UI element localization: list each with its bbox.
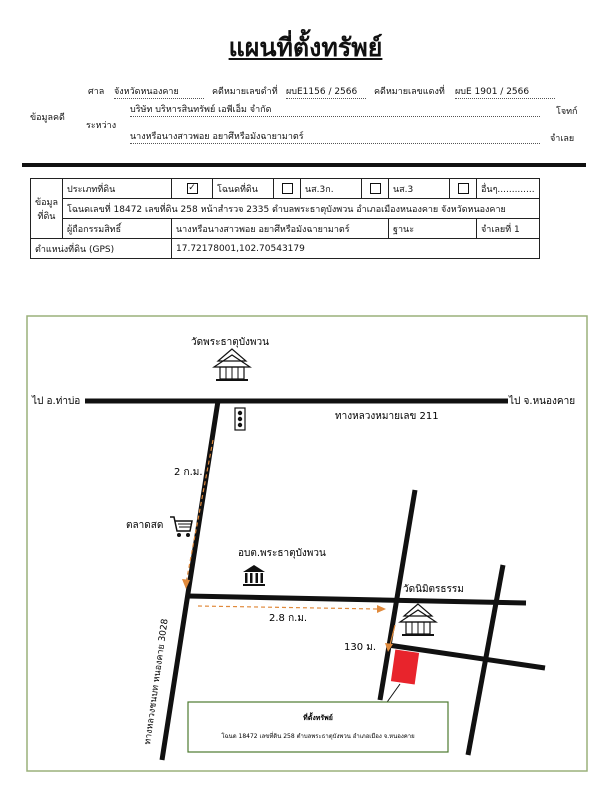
gps-label: ตำแหน่งที่ดิน (GPS) (31, 239, 172, 259)
legend-text: โฉนด 18472 เลขที่ดิน 258 ตำบลพระธาตุบังพวน อำเภอเมือง จ.หนองคาย (221, 733, 415, 740)
route-arrow-28km (198, 606, 378, 609)
land-type-label: ประเภทที่ดิน (63, 179, 172, 199)
highway-211-label: ทางหลวงหมายเลข 211 (335, 411, 439, 422)
cross-road (188, 596, 526, 603)
dist-28km-label: 2.8 ก.ม. (269, 613, 308, 624)
option-0-label: โฉนดที่ดิน (213, 179, 274, 199)
red-case-value: ผบE 1901 / 2566 (455, 84, 555, 99)
property-marker (391, 649, 419, 684)
option-2-label: นส.3 (389, 179, 450, 199)
traffic-light-icon (235, 408, 245, 430)
temple-right-label: วัดนิมิตรธรรม (403, 584, 464, 595)
to-right-label: ไป จ.หนองคาย (509, 396, 576, 407)
market-label: ตลาดสด (126, 520, 164, 531)
legend-box (188, 702, 448, 752)
defendant-value: นางหรือนางสาวพอย อยาศึหรือมังฉายามาตร์ (130, 129, 540, 144)
dist-2km-label: 2 ก.ม. (174, 467, 203, 478)
black-case-label: คดีหมายเลขดำที่ (212, 87, 278, 97)
parties-label: ข้อมูลคดี (30, 113, 65, 123)
page-title: แผนที่ตั้งทรัพย์ (228, 33, 383, 62)
temple-icon (400, 604, 436, 635)
deed-text: โฉนดเลขที่ 18472 เลขที่ดิน 258 หน้าสำรวจ 2335 ตำบลพระธาตุบังพวน อำเภอเมืองหนองคาย จังหวัดหนองคาย (63, 199, 540, 219)
road-3028-label: ทางหลวงชนบท หนองคาย 3028 (143, 618, 171, 746)
red-case-label: คดีหมายเลขแดงที่ (374, 87, 445, 97)
plaintiff-value: บริษัท บริหารสินทรัพย์ เอพีเอ็ม จำกัด (130, 102, 540, 117)
government-office-icon (243, 565, 265, 586)
black-case-value: ผบE1156 / 2566 (286, 84, 366, 99)
tao-office-label: อบต.พระธาตุบังพวน (238, 548, 326, 559)
to-left-label: ไป อ.ท่าบ่อ (32, 396, 81, 407)
temple-icon (214, 349, 250, 380)
owner-value: นางหรือนางสาวพอย อยาศึหรือมังฉายามาตร์ (172, 219, 389, 239)
temple-top-label: วัดพระธาตุบังพวน (191, 337, 269, 348)
owner-label: ผู้ถือกรรมสิทธิ์ (63, 219, 172, 239)
defendant-role: จำเลย (550, 134, 575, 144)
status-value: จำเลยที่ 1 (477, 219, 540, 239)
plaintiff-role: โจทก์ (556, 107, 578, 117)
dist-130m-label: 130 ม. (344, 642, 377, 653)
status-label: ฐานะ (389, 219, 477, 239)
route-arrow-2km (186, 440, 213, 583)
between-label: ระหว่าง (86, 121, 117, 131)
gps-value: 17.72178001,102.70543179 (172, 239, 540, 259)
court-label: ศาล (88, 87, 105, 97)
court-value: จังหวัดหนองคาย (114, 84, 204, 99)
legend-title: ที่ตั้งทรัพย์ (303, 714, 333, 722)
market-cart-icon (170, 517, 192, 537)
option-1-label: นส.3ก. (301, 179, 362, 199)
arrowhead (377, 605, 386, 613)
checkbox-checked-icon: ✓ (188, 183, 196, 193)
land-section-label: ข้อมูลที่ดิน (31, 179, 63, 239)
option-3-label: อื่นๆ............. (477, 179, 540, 199)
